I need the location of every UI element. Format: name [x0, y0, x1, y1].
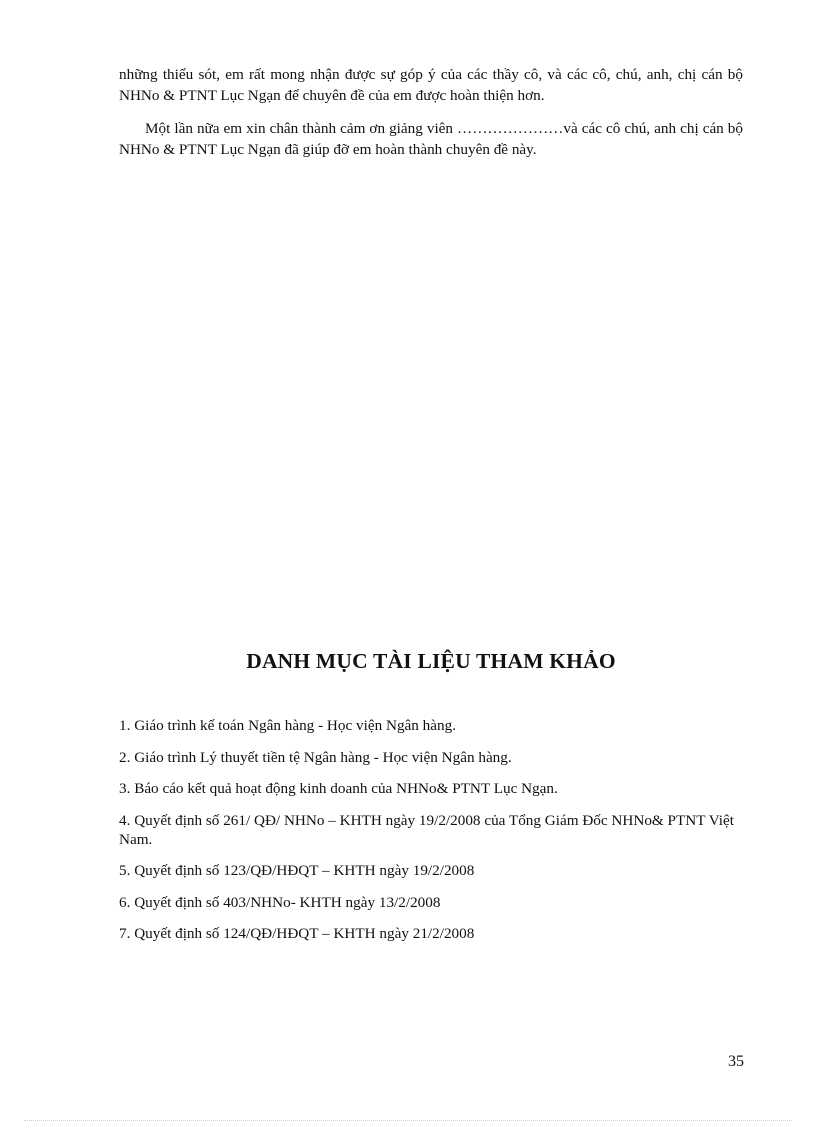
closing-paragraph: những thiếu sót, em rất mong nhận được sự góp ý của các thầy cô, và các cô, chú, anh, chị cán bộ NHNo & PTNT Lục Ngạn để chuyên đề của em được hoàn thiện hơn.	[119, 66, 743, 104]
reference-item: 4. Quyết định số 261/ QĐ/ NHNo – KHTH ngày 19/2/2008 của Tổng Giám Đốc NHNo& PTNT Việt Nam.	[119, 811, 734, 848]
page-bottom-divider	[24, 1120, 792, 1121]
reference-item: 7. Quyết định số 124/QĐ/HĐQT – KHTH ngày 21/2/2008	[119, 925, 475, 942]
references-list	[119, 716, 743, 956]
reference-item: 2. Giáo trình Lý thuyết tiền tệ Ngân hàng - Học viện Ngân hàng.	[119, 748, 512, 766]
reference-item: 3. Báo cáo kết quả hoạt động kinh doanh của NHNo& PTNT Lục Ngạn.	[119, 780, 558, 797]
acknowledgement-paragraph: Một lần nữa em xin chân thành cảm ơn giảng viên …………………và các cô chú, anh chị cán bộ NHNo & PTNT Lục Ngạn đã giúp đỡ em hoàn thành chuyên đề này.	[119, 120, 743, 158]
references-title: DANH MỤC TÀI LIỆU THAM KHẢO	[246, 649, 616, 673]
reference-item: 1. Giáo trình kế toán Ngân hàng - Học viện Ngân hàng.	[119, 717, 456, 734]
page-number: 35	[728, 1053, 744, 1070]
closing-section	[119, 64, 743, 172]
reference-item: 5. Quyết định số 123/QĐ/HĐQT – KHTH ngày 19/2/2008	[119, 862, 475, 879]
reference-item: 6. Quyết định số 403/NHNo- KHTH ngày 13/2/2008	[119, 893, 441, 911]
